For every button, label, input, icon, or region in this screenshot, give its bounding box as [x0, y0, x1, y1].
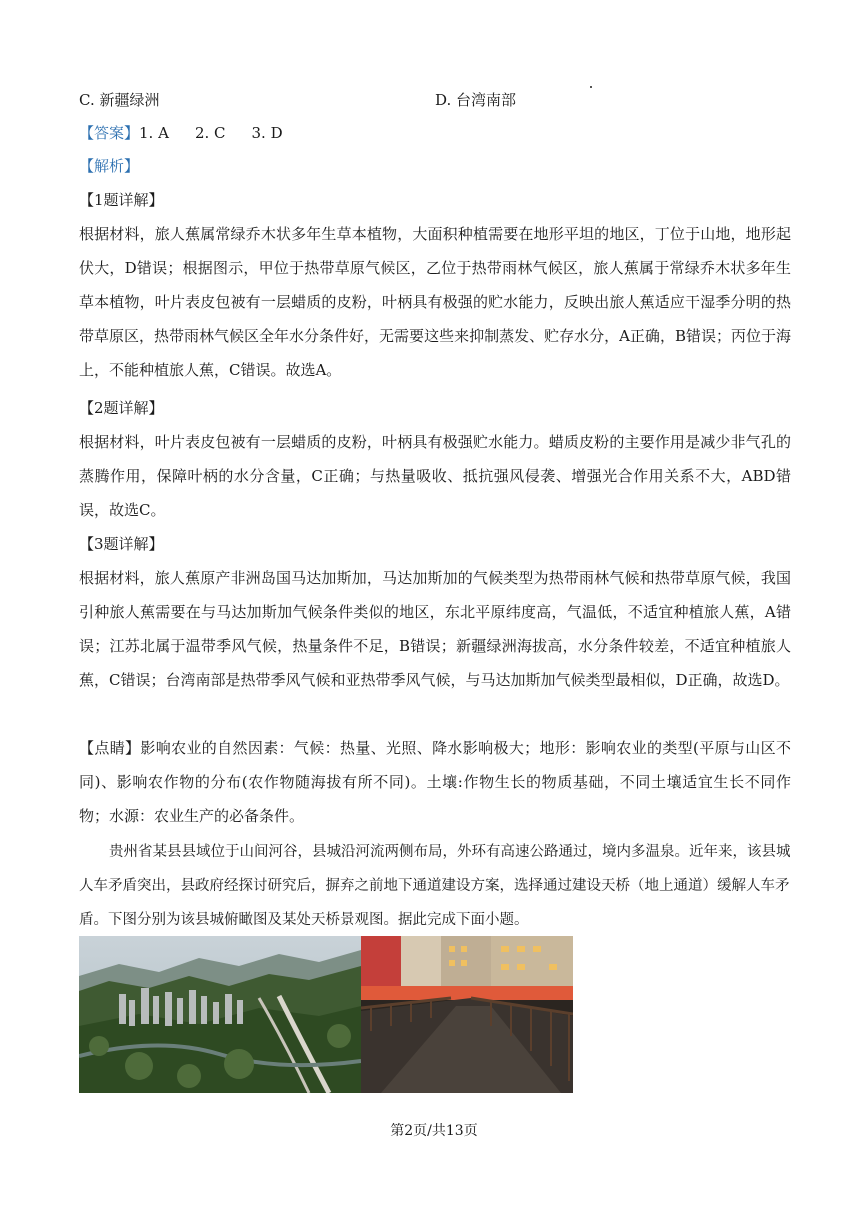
q1-body: 根据材料，旅人蕉属常绿乔木状多年生草本植物，大面积种植需要在地形平坦的地区，丁位于山地，地形起伏大，D错误；根据图示，甲位于热带草原气候区，乙位于热带雨林气候区，旅人蕉属于常绿乔木状多年生草本植物，叶片表皮包被有一层蜡质的皮粉，叶柄具有极强的贮水能力，反映出旅人蕉适应干湿季分明的热带草原区，热带雨林气候区全年水分条件好，无需要这些来抑制蒸发、贮存水分，A正确，B错误；丙位于海上，不能种植旅人蕉，C错误。故选A。: [79, 225, 792, 379]
q3-title: 【3题详解】: [79, 535, 164, 553]
q2-title: 【2题详解】: [79, 399, 164, 417]
option-c: C. 新疆绿洲: [79, 91, 160, 109]
intro-paragraph: 贵州省某县县域位于山间河谷，县城沿河流两侧布局，外环有高速公路通过，境内多温泉。近年来，该县城人车矛盾突出，县政府经探讨研究后，摒弃之前地下通道建设方案，选择通过建设天桥（地上通道）缓解人车矛盾。下图分别为该县城俯瞰图及某处天桥景观图。据此完成下面小题。: [79, 844, 791, 928]
stray-dot: [590, 86, 592, 88]
county-aerial-photo: [79, 936, 361, 1093]
page-footer: 第2页/共13页: [390, 1123, 478, 1139]
q3-body: 根据材料，旅人蕉原产非洲岛国马达加斯加，马达加斯加的气候类型为热带雨林气候和热带草原气候，我国引种旅人蕉需要在与马达加斯加气候条件类似的地区，东北平原纬度高，气温低，不适宜种植旅人蕉，A错误；江苏北属于温带季风气候，热量条件不足，B错误；新疆绿洲海拔高，水分条件较差，不适宜种植旅人蕉，C错误；台湾南部是热带季风气候和亚热带季风气候，与马达加斯加气候类型最相似，D正确，故选D。: [79, 569, 791, 689]
answer-3: 3. D: [251, 124, 283, 142]
pedestrian-bridge-photo: [361, 936, 573, 1093]
analysis-tag: 【解析】: [79, 157, 140, 175]
answer-1: 1. A: [139, 124, 169, 142]
answer-line: [79, 123, 309, 143]
tip-paragraph: [79, 731, 791, 833]
tip-body: 影响农业的自然因素：气候：热量、光照、降水影响极大；地形：影响农业的类型(平原与山区不同)、影响农作物的分布(农作物随海拔有所不同)。土壤:作物生长的物质基础，不同土壤适宜生长不同作物；水源：农业生产的必备条件。: [79, 739, 791, 825]
q2-body: 根据材料，叶片表皮包被有一层蜡质的皮粉，叶柄具有极强贮水能力。蜡质皮粉的主要作用是减少非气孔的蒸腾作用，保障叶柄的水分含量，C正确；与热量吸收、抵抗强风侵袭、增强光合作用关系不大，ABD错误，故选C。: [79, 433, 791, 519]
answer-tag: 【答案】: [79, 124, 140, 142]
photo-figure: [79, 936, 573, 1093]
tip-tag: 【点睛】: [79, 739, 141, 757]
q1-title: 【1题详解】: [79, 191, 164, 209]
option-d: D. 台湾南部: [435, 91, 517, 109]
answer-2: 2. C: [194, 124, 226, 142]
